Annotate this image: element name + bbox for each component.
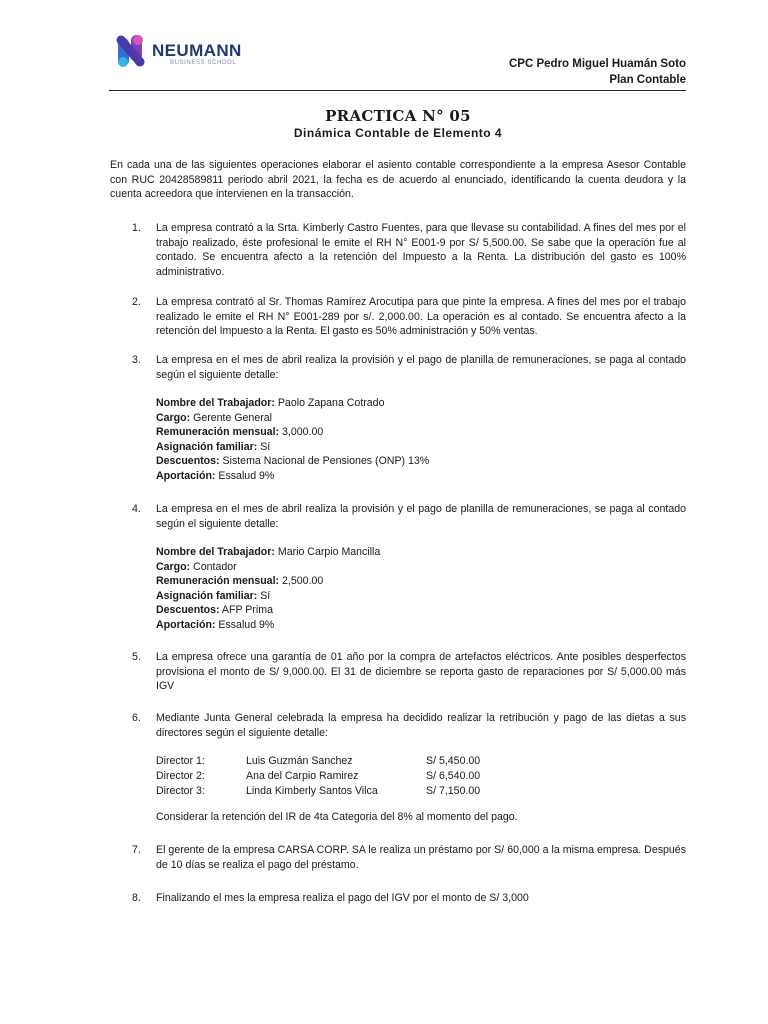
detail-label: Asignación familiar: (156, 589, 258, 602)
detail-label: Cargo: (156, 411, 191, 424)
detail-label: Nombre del Trabajador: (156, 546, 275, 558)
detail-row (156, 618, 686, 633)
item-text: Finalizando el mes la empresa realiza el pago del IGV por el monto de S/ 3,000 (156, 892, 529, 904)
detail-row (156, 440, 686, 455)
neumann-logo-icon (116, 32, 150, 70)
table-row (156, 769, 480, 784)
item-text: La empresa en el mes de abril realiza la provisión y el pago de planilla de remuneraciones, se paga al contado según el siguiente detalle: (156, 354, 686, 381)
worker-details (156, 545, 686, 632)
detail-label: Aportación: (156, 618, 216, 631)
detail-row (156, 574, 686, 589)
item-text: La empresa en el mes de abril realiza la provisión y el pago de planilla de remuneraciones, se paga al contado según el siguiente detalle: (156, 503, 686, 530)
director-amount: S/ 6,540.00 (426, 769, 481, 782)
detail-value: Sistema Nacional de Pensiones (ONP) 13% (219, 455, 430, 467)
director-name: Ana del Carpio Ramirez (246, 769, 359, 782)
worker-details (156, 396, 686, 483)
detail-value: Mario Carpio Mancilla (274, 546, 381, 558)
director-amount: S/ 5,450.00 (426, 755, 481, 767)
detail-value: Sí (257, 589, 271, 602)
item-number: 8. (132, 892, 141, 904)
director-role: Director 1: (156, 755, 205, 767)
detail-value: Essalud 9% (215, 618, 275, 631)
table-row (156, 784, 480, 799)
detail-label: Descuentos: (156, 455, 220, 467)
detail-value: 2,500.00 (279, 575, 324, 587)
intro-paragraph: En cada una de las siguientes operaciones elaborar el asiento contable correspondiente a la empresa Asesor Contable con RUC 20428589811 periodo abril 2021, la fecha es de acuerdo al enunciado, identificando la cuenta deudora y la cuenta acreedora que intervienen en la transacción. (110, 159, 686, 200)
header-divider (109, 90, 686, 91)
item-number: 4. (132, 503, 141, 515)
page-subtitle: Dinámica Contable de Elemento 4 (293, 126, 503, 140)
item-number: 1. (132, 222, 141, 234)
detail-value: Paolo Zapana Cotrado (274, 397, 385, 409)
detail-value: AFP Prima (219, 604, 273, 616)
item-number: 5. (132, 651, 141, 663)
detail-row (156, 560, 686, 575)
detail-value: Contador (190, 560, 237, 573)
detail-label: Asignación familiar: (156, 440, 258, 453)
author-name: CPC Pedro Miguel Huamán Soto (509, 58, 686, 70)
detail-label: Cargo: (156, 560, 191, 573)
detail-row (156, 411, 686, 426)
directors-table (156, 754, 480, 798)
director-amount: S/ 7,150.00 (426, 784, 481, 797)
item-content (156, 353, 686, 483)
director-role: Director 3: (156, 784, 205, 797)
director-name: Luis Guzmán Sanchez (246, 755, 353, 767)
item-number: 7. (132, 844, 141, 856)
item-text: La empresa contrató al Sr. Thomas Ramírez Arocutipa para que pinte la empresa. A fines del mes por el trabajo realizado le emite el RH N° E001-289 por s/. 2,000.00. La operación es al contado. Se encuentra afecto a la retención del Impuesto a la Renta. El gasto es 50% administración y 50% ventas. (156, 296, 686, 337)
header-right (509, 56, 686, 88)
detail-row (156, 469, 686, 484)
detail-label: Descuentos: (156, 604, 220, 616)
detail-label: Aportación: (156, 469, 216, 482)
detail-row (156, 603, 686, 618)
detail-row (156, 454, 686, 469)
detail-value: 3,000.00 (279, 426, 324, 438)
detail-row (156, 545, 686, 560)
detail-value: Essalud 9% (215, 469, 275, 482)
detail-row (156, 396, 686, 411)
item-number: 2. (132, 296, 141, 308)
course-name: Plan Contable (609, 74, 686, 86)
item-content (156, 711, 686, 825)
retention-note: Considerar la retención del IR de 4ta Categoria del 8% al momento del pago. (156, 811, 518, 824)
detail-row (156, 425, 686, 440)
director-role: Director 2: (156, 769, 205, 782)
page-title: PRACTICA N° 05 (325, 107, 471, 125)
detail-value: Sí (257, 440, 271, 453)
item-text: El gerente de la empresa CARSA CORP. SA le realiza un préstamo por S/ 60,000 a la misma empresa. Después de 10 días se realiza el pago del préstamo. (156, 844, 686, 871)
logo-subtitle: BUSINESS SCHOOL (170, 60, 237, 66)
detail-label: Remuneración mensual: (156, 575, 280, 587)
neumann-logo (116, 32, 276, 72)
director-name: Linda Kimberly Santos Vilca (246, 784, 378, 797)
item-number: 3. (132, 354, 141, 366)
item-content (156, 502, 686, 632)
detail-label: Remuneración mensual: (156, 426, 280, 438)
item-number: 6. (132, 712, 141, 724)
detail-value: Gerente General (190, 411, 272, 424)
detail-row (156, 589, 686, 604)
item-text: La empresa contrató a la Srta. Kimberly Castro Fuentes, para que llevase su contabilidad. A fines del mes por el trabajo realizado, éste profesional le emite el RH N° E001-9 por S/ 5,500.00. Se sabe que la operación fue al contado. Se encuentra afecto a la retención del Impuesto a la Renta. La distribución del gasto es 100% administrativo. (156, 222, 686, 278)
logo-name: NEUMANN (152, 41, 242, 60)
table-row (156, 754, 480, 769)
item-text: La empresa ofrece una garantía de 01 año por la compra de artefactos eléctricos. Ante posibles desperfectos provisiona el monto de S/ 9,000.00. El 31 de diciembre se reporta gasto de reparaciones por S/ 5,000.00 más IGV (156, 651, 686, 692)
item-text: Mediante Junta General celebrada la empresa ha decidido realizar la retribución y pago de las dietas a sus directores según el siguiente detalle: (156, 712, 686, 739)
detail-label: Nombre del Trabajador: (156, 397, 275, 409)
